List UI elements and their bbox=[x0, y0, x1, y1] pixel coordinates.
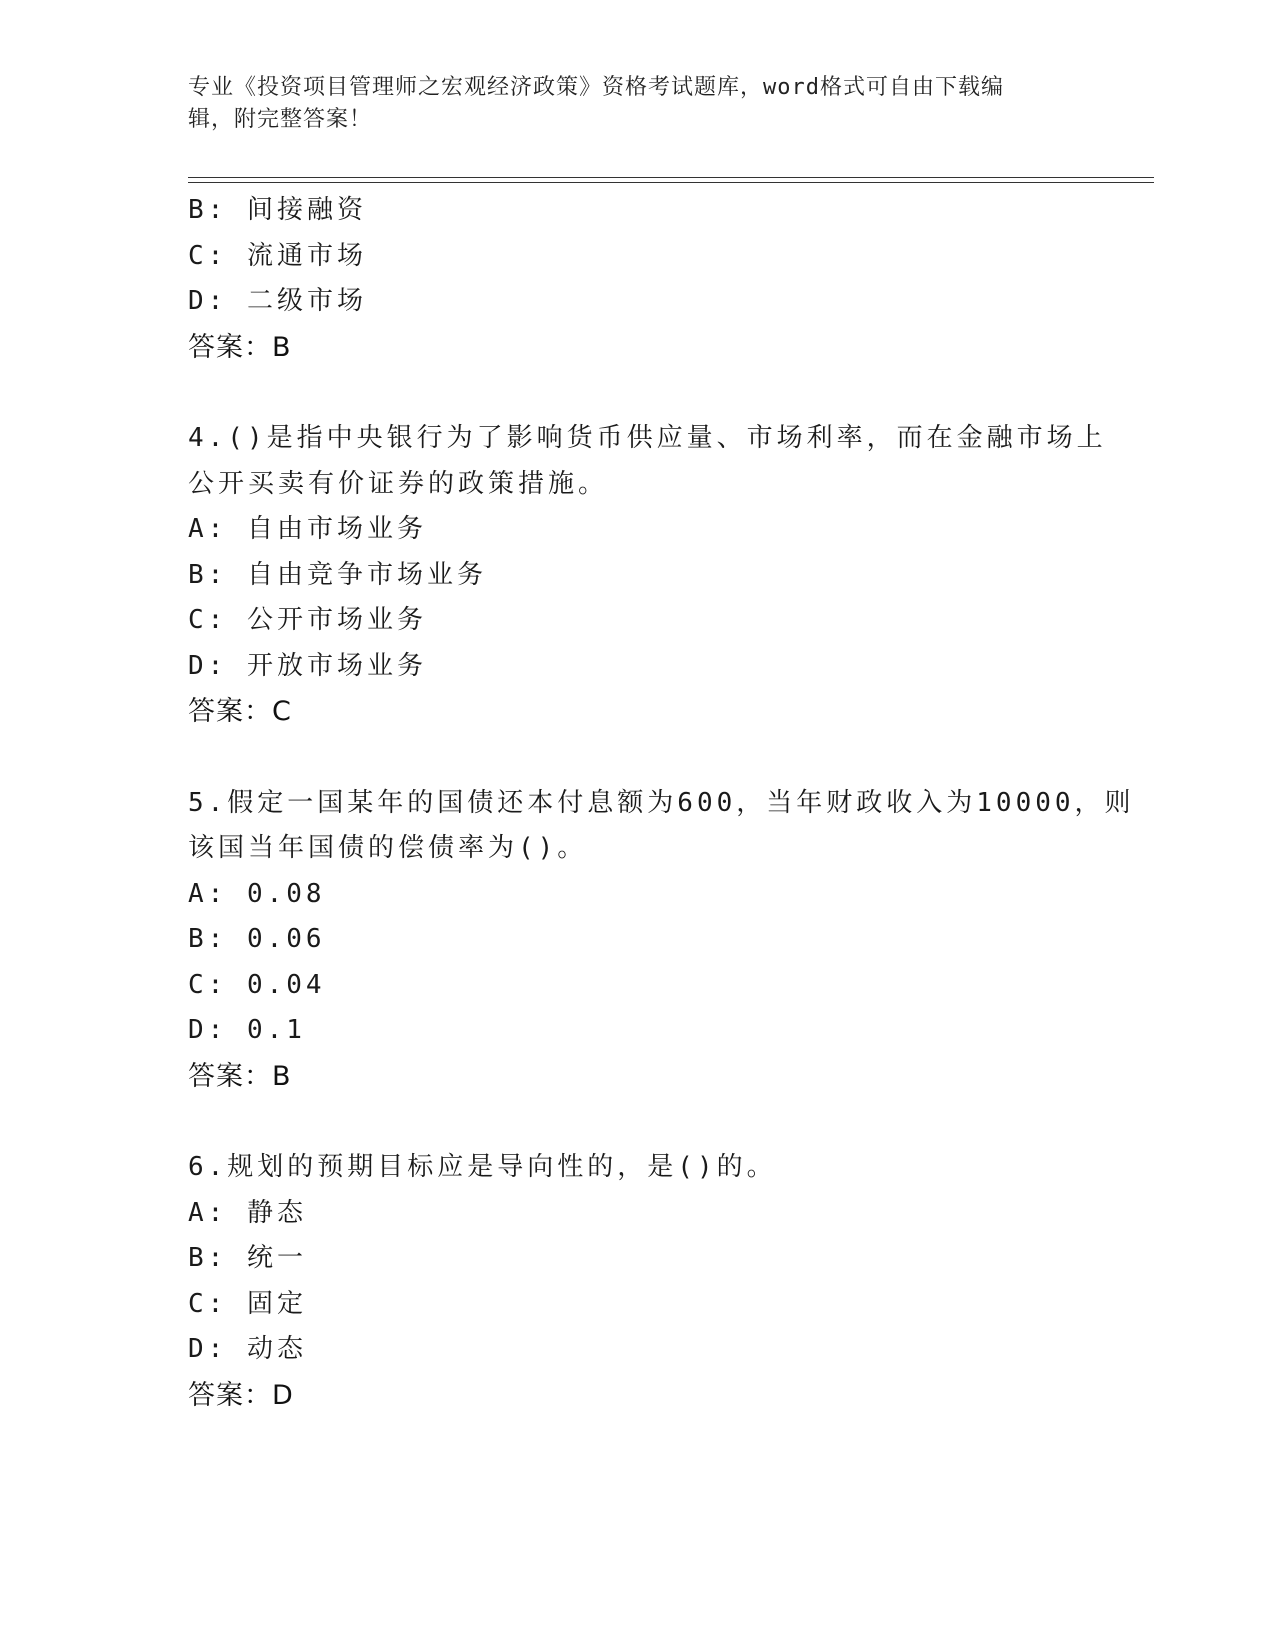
question-text-line-2: 公开买卖有价证券的政策措施。 bbox=[188, 468, 609, 499]
question-text-line-1: 4.()是指中央银行为了影响货币供应量、市场利率，而在金融市场上 bbox=[188, 423, 1107, 453]
option-b: B: 自由竞争市场业务 bbox=[188, 559, 487, 590]
option-c: C: 公开市场业务 bbox=[188, 605, 427, 635]
option-c: C: 0.04 bbox=[188, 969, 326, 1000]
option-a: A: 静态 bbox=[188, 1197, 307, 1228]
question-6 bbox=[188, 1145, 1088, 1418]
question-5 bbox=[188, 781, 1135, 1100]
header-line-1: 专业《投资项目管理师之宏观经济政策》资格考试题库，word格式可自由下载编 bbox=[188, 75, 1004, 100]
option-c: C: 固定 bbox=[188, 1288, 307, 1319]
document-header bbox=[188, 72, 1088, 136]
spacer bbox=[188, 1099, 1088, 1145]
header-rule-top bbox=[188, 177, 1154, 178]
option-a: A: 自由市场业务 bbox=[188, 514, 427, 544]
answer: 答案：C bbox=[188, 696, 292, 727]
question-text-line-1: 5.假定一国某年的国债还本付息额为600，当年财政收入为10000，则 bbox=[188, 787, 1135, 818]
question-text-line-2: 该国当年国债的偿债率为()。 bbox=[188, 833, 588, 863]
option-d: D: 动态 bbox=[188, 1334, 307, 1364]
option-b: B: 间接融资 bbox=[188, 195, 367, 225]
option-d: D: 二级市场 bbox=[188, 286, 367, 316]
answer: 答案：B bbox=[188, 331, 292, 363]
option-d: D: 0.1 bbox=[188, 1015, 306, 1045]
question-list bbox=[188, 188, 1135, 1418]
spacer bbox=[188, 370, 1088, 416]
option-c: C: 流通市场 bbox=[188, 240, 367, 271]
question-3 bbox=[188, 188, 1088, 370]
option-a: A: 0.08 bbox=[188, 878, 326, 909]
option-d: D: 开放市场业务 bbox=[188, 650, 427, 681]
option-b: B: 0.06 bbox=[188, 924, 326, 954]
question-4 bbox=[188, 416, 1107, 735]
option-b: B: 统一 bbox=[188, 1243, 307, 1273]
header-line-2: 辑，附完整答案！ bbox=[188, 107, 373, 132]
answer: 答案：D bbox=[188, 1379, 294, 1411]
spacer bbox=[188, 735, 1088, 781]
header-rule-bottom bbox=[188, 182, 1154, 183]
answer: 答案：B bbox=[188, 1060, 292, 1092]
question-text-line-1: 6.规划的预期目标应是导向性的，是()的。 bbox=[188, 1152, 777, 1182]
